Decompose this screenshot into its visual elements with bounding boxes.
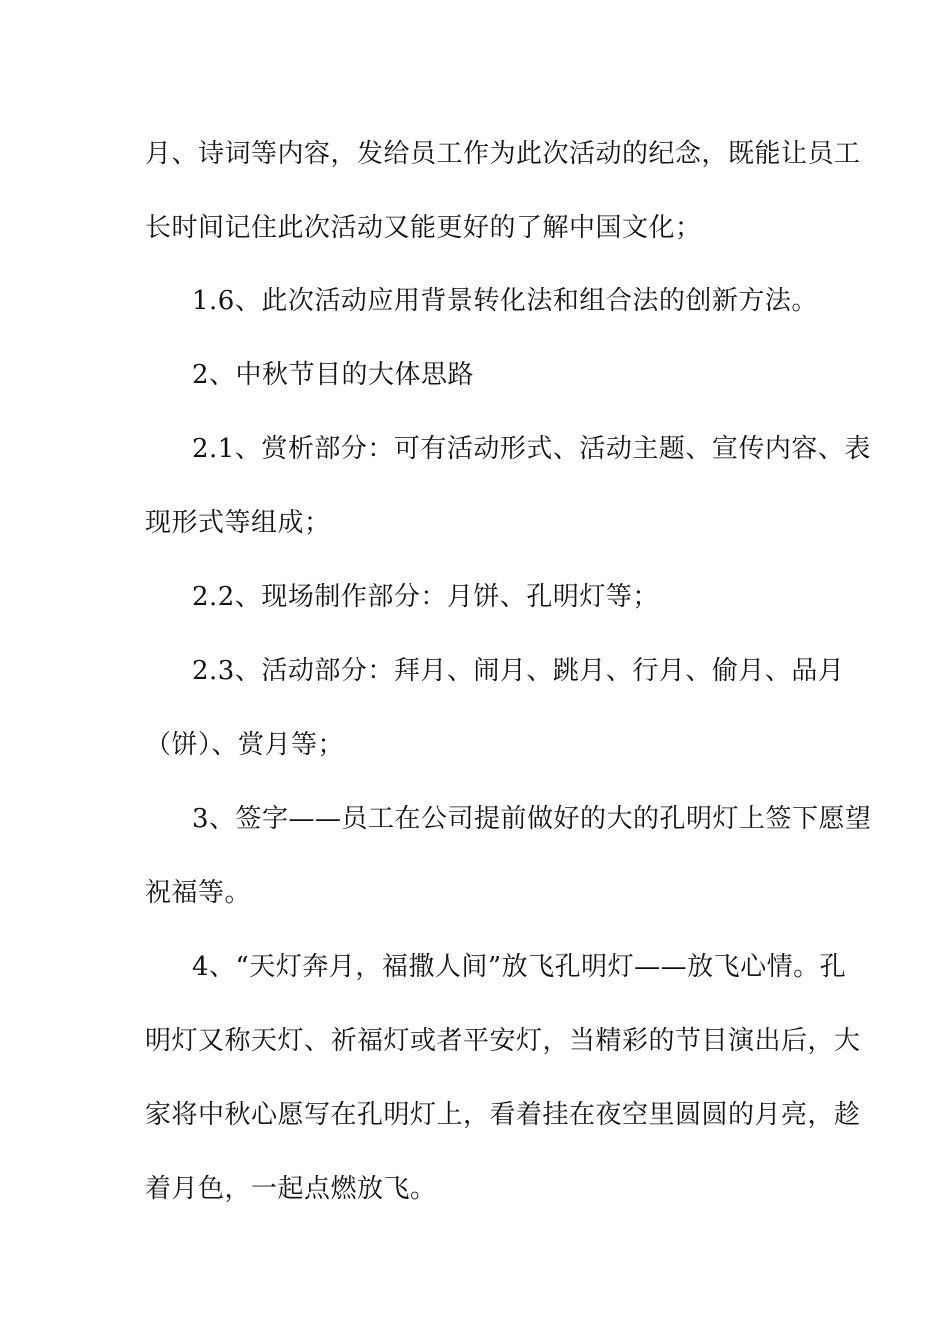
paragraph-line: 2.1、赏析部分：可有活动形式、活动主题、宣传内容、表 xyxy=(192,434,871,464)
paragraph-line: 长时间记住此次活动又能更好的了解中国文化； xyxy=(145,213,702,243)
paragraph-line: 家将中秋心愿写在孔明灯上，看着挂在夜空里圆圆的月亮，趁 xyxy=(145,1100,861,1130)
paragraph-line: 4、“天灯奔月，福撒人间”放飞孔明灯——放飞心情。孔 xyxy=(192,952,847,982)
paragraph-line: 2.2、现场制作部分：月饼、孔明灯等； xyxy=(192,582,659,612)
paragraph-line: 月、诗词等内容，发给员工作为此次活动的纪念，既能让员工 xyxy=(145,139,861,169)
paragraph-line: 1.6、此次活动应用背景转化法和组合法的创新方法。 xyxy=(192,286,818,316)
paragraph-line: （饼）、赏月等； xyxy=(145,730,345,760)
paragraph-line: 着月色，一起点燃放飞。 xyxy=(145,1174,437,1204)
paragraph-line: 3、签字——员工在公司提前做好的大的孔明灯上签下愿望 xyxy=(192,804,872,834)
paragraph-line: 现形式等组成； xyxy=(145,508,331,538)
paragraph-line: 2.3、活动部分：拜月、闹月、跳月、行月、偷月、品月 xyxy=(192,656,845,686)
paragraph-line: 祝福等。 xyxy=(145,878,252,908)
section-heading: 2、中秋节目的大体思路 xyxy=(192,360,475,390)
paragraph-line: 明灯又称天灯、祈福灯或者平安灯，当精彩的节目演出后，大 xyxy=(145,1026,861,1056)
